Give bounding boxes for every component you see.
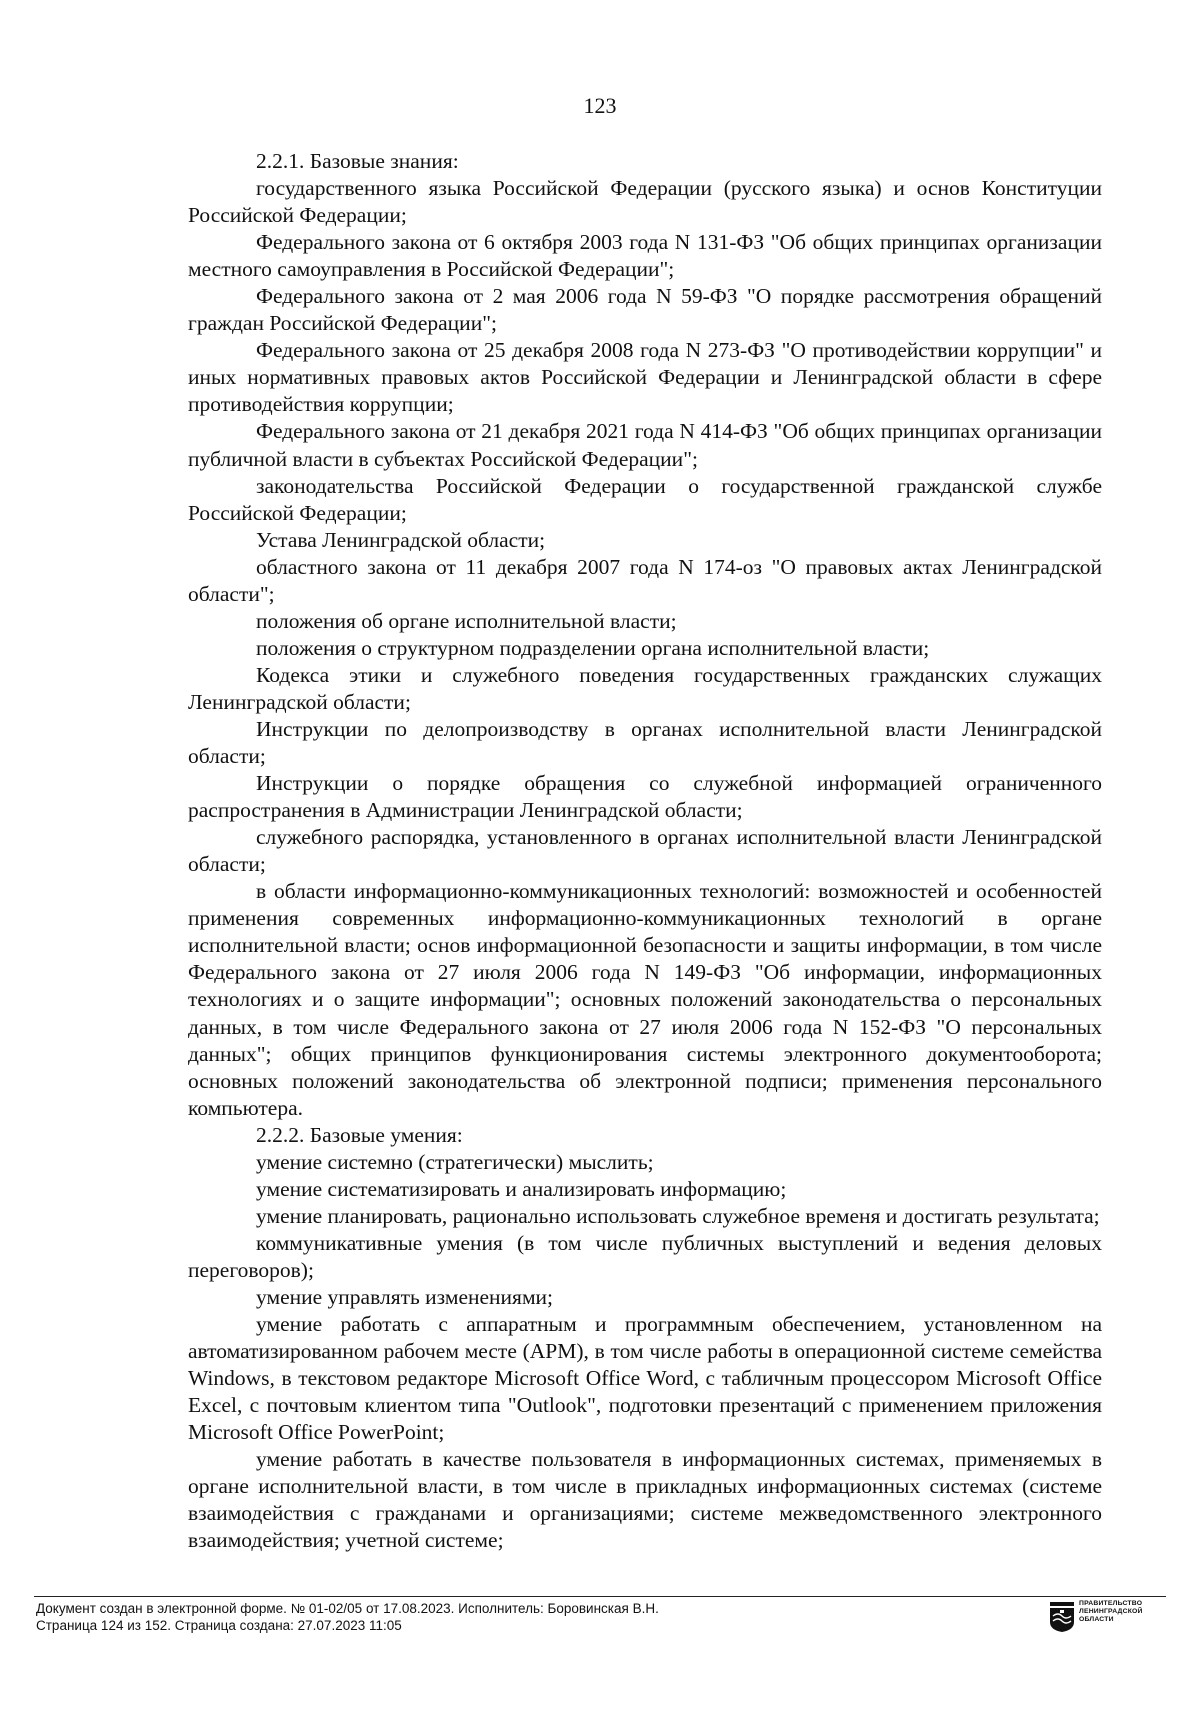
knowledge-item: областного закона от 11 декабря 2007 года N 174-оз "О правовых актах Ленинградской области"; xyxy=(188,554,1102,606)
skill-item: умение системно (стратегически) мыслить; xyxy=(256,1149,654,1174)
footer-stamp xyxy=(36,1600,659,1634)
knowledge-item: служебного распорядка, установленного в органах исполнительной власти Ленинградской области; xyxy=(188,825,1102,877)
knowledge-item: Федерального закона от 21 декабря 2021 года N 414-ФЗ "Об общих принципах организации публичной власти в субъектах Российской Федерации"; xyxy=(188,419,1102,471)
skill-item: умение работать в качестве пользователя в информационных системах, применяемых в органе исполнительной власти, в том числе в прикладных информационных системах (системе взаимодействия с гражданами и организациями; системе межведомственного электронного взаимодействия; учетной системе; xyxy=(188,1447,1102,1553)
skill-item: умение систематизировать и анализировать информацию; xyxy=(256,1176,787,1201)
logo-line-3: ОБЛАСТИ xyxy=(1079,1616,1114,1623)
knowledge-item: Инструкции о порядке обращения со служебной информацией ограниченного распространения в Администрации Ленинградской области; xyxy=(188,771,1102,823)
page-number: 123 xyxy=(583,93,617,118)
section-heading-2-2-2: 2.2.2. Базовые умения: xyxy=(256,1122,463,1147)
knowledge-item: Устава Ленинградской области; xyxy=(256,527,546,552)
knowledge-item: Федерального закона от 25 декабря 2008 года N 273-ФЗ "О противодействии коррупции" и иных нормативных правовых актов Российской Федерации и Ленинградской области в сфере противодействия коррупции; xyxy=(188,338,1102,417)
knowledge-item: положения об органе исполнительной власти; xyxy=(256,608,677,633)
skill-item: коммуникативные умения (в том числе публичных выступлений и ведения деловых переговоров); xyxy=(188,1230,1102,1282)
footer-divider xyxy=(34,1596,1166,1597)
knowledge-item: Федерального закона от 6 октября 2003 года N 131-ФЗ "Об общих принципах организации местного самоуправления в Российской Федерации"; xyxy=(188,230,1102,282)
footer-page-info: Страница 124 из 152. Страница создана: 27.07.2023 11:05 xyxy=(36,1618,402,1633)
government-logo xyxy=(1050,1600,1180,1636)
knowledge-item: Кодекса этики и служебного поведения государственных гражданских служащих Ленинградской области; xyxy=(188,662,1102,714)
knowledge-item: законодательства Российской Федерации о государственной гражданской службе Российской Федерации; xyxy=(188,473,1102,525)
emblem-icon xyxy=(1050,1602,1074,1632)
logo-caption xyxy=(1079,1600,1143,1624)
logo-line-1: ПРАВИТЕЛЬСТВО xyxy=(1079,1600,1143,1607)
knowledge-item: Инструкции по делопроизводству в органах исполнительной власти Ленинградской области; xyxy=(188,716,1102,769)
knowledge-item: государственного языка Российской Федерации (русского языка) и основ Конституции Российской Федерации; xyxy=(188,176,1102,228)
document-body xyxy=(188,148,1102,1554)
knowledge-item: в области информационно-коммуникационных технологий: возможностей и особенностей применения современных информационно-коммуникационных технологий в органе исполнительной власти; основ информационной безопасности и защиты информации, в том числе Федерального закона от 27 июля 2006 года N 149-ФЗ "Об информации, информационных технологиях и о защите информации"; основных положений законодательства о персональных данных, в том числе Федерального закона от 27 июля 2006 года N 152-ФЗ "О персональных данных"; общих принципов функционирования системы электронного документооборота; основных положений законодательства об электронной подписи; применения персонального компьютера. xyxy=(188,879,1102,1120)
footer-document-info: Документ создан в электронной форме. № 01-02/05 от 17.08.2023. Исполнитель: Боровинская В.Н. xyxy=(36,1601,659,1616)
knowledge-item: Федерального закона от 2 мая 2006 года N 59-ФЗ "О порядке рассмотрения обращений граждан Российской Федерации"; xyxy=(188,284,1102,336)
skill-item: умение планировать, рационально использовать служебное временя и достигать результата; xyxy=(256,1203,1100,1228)
skill-item: умение управлять изменениями; xyxy=(256,1284,554,1309)
section-heading-2-2-1: 2.2.1. Базовые знания: xyxy=(256,149,459,173)
logo-line-2: ЛЕНИНГРАДСКОЙ xyxy=(1079,1608,1143,1615)
knowledge-item: положения о структурном подразделении органа исполнительной власти; xyxy=(256,635,930,660)
skill-item: умение работать с аппаратным и программным обеспечением, установленном на автоматизированном рабочем месте (АРМ), в том числе работы в операционной системе семейства Windows, в текстовом редакторе Microsoft Office Word, с табличным процессором Microsoft Office Excel, с почтовым клиентом типа "Outlook", подготовки презентаций с применением приложения Microsoft Office PowerPoint; xyxy=(188,1312,1102,1445)
